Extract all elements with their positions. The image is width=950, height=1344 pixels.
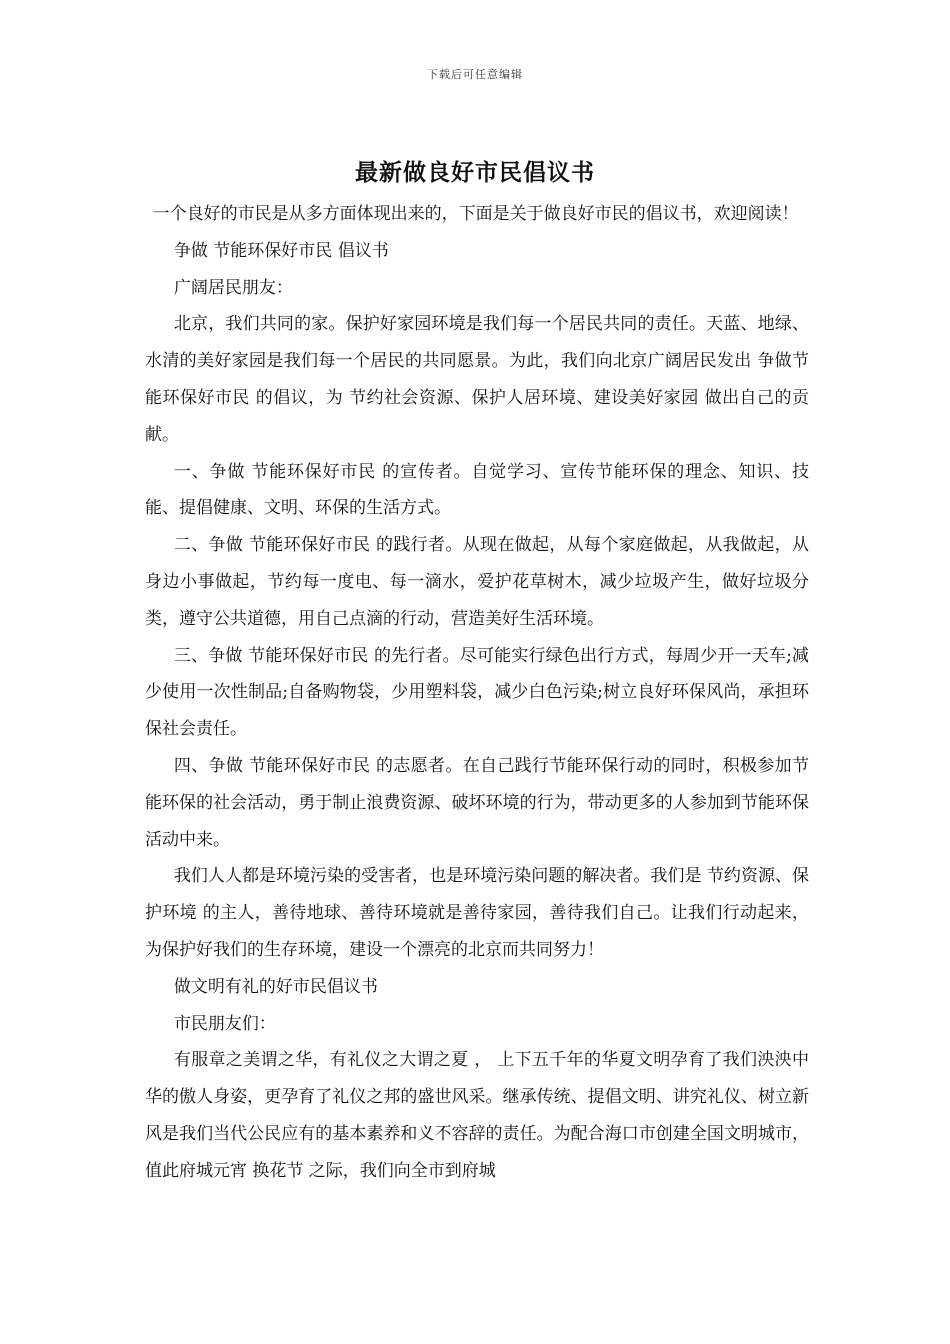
paragraph: 一、争做 节能环保好市民 的宣传者。自觉学习、宣传节能环保的理念、知识、技能、提倡健康、文明、环保的生活方式。 <box>145 461 809 519</box>
document-body <box>145 196 809 1190</box>
paragraph: 四、争做 节能环保好市民 的志愿者。在自己践行节能环保行动的同时，积极参加节能环保的社会活动，勇于制止浪费资源、破坏环境的行为，带动更多的人参加到节能环保活动中来。 <box>145 755 809 850</box>
paragraph: 市民朋友们： <box>173 1013 276 1034</box>
header-note: 下载后可任意编辑 <box>427 68 523 81</box>
paragraph: 一个良好的市民是从多方面体现出来的，下面是关于做良好市民的倡议书，欢迎阅读！ <box>152 204 799 224</box>
paragraph: 有服章之美谓之华，有礼仪之大谓之夏 ， 上下五千年的华夏文明孕育了我们泱泱中华的傲人身姿，更孕育了礼仪之邦的盛世风采。继承传统、提倡文明、讲究礼仪、树立新风是我们当代公民应有的基本素养和义不容辞的责任。为配合海口市创建全国文明城市，值此府城元宵 换花节 之际，我们向全市到府城 <box>145 1050 809 1181</box>
paragraph: 争做 节能环保好市民 倡议书 <box>173 240 389 261</box>
paragraph: 二、争做 节能环保好市民 的践行者。从现在做起，从每个家庭做起，从我做起，从身边小事做起，节约每一度电、每一滴水，爱护花草树木，减少垃圾产生，做好垃圾分类，遵守公共道德，用自己点滴的行动，营造美好生活环境。 <box>145 535 809 629</box>
paragraph: 北京，我们共同的家。保护好家园环境是我们每一个居民共同的责任。天蓝、地绿、水清的美好家园是我们每一个居民的共同愿景。为此，我们向北京广阔居民发出 争做节能环保好市民 的倡议，为 节约社会资源、保护人居环境、建设美好家园 做出自己的贡献。 <box>145 314 809 445</box>
paragraph: 广阔居民朋友： <box>173 277 293 298</box>
paragraph: 做文明有礼的好市民倡议书 <box>173 976 378 997</box>
document-title: 最新做良好市民倡议书 <box>355 160 595 186</box>
paragraph: 三、争做 节能环保好市民 的先行者。尽可能实行绿色出行方式，每周少开一天车;减少使用一次性制品;自备购物袋，少用塑料袋，减少白色污染;树立良好环保风尚，承担环保社会责任。 <box>145 645 809 740</box>
paragraph: 我们人人都是环境污染的受害者，也是环境污染问题的解决者。我们是 节约资源、保护环境 的主人，善待地球、善待环境就是善待家园，善待我们自己。让我们行动起来，为保护好我们的生存环境，建设一个漂亮的北京而共同努力！ <box>145 866 809 960</box>
